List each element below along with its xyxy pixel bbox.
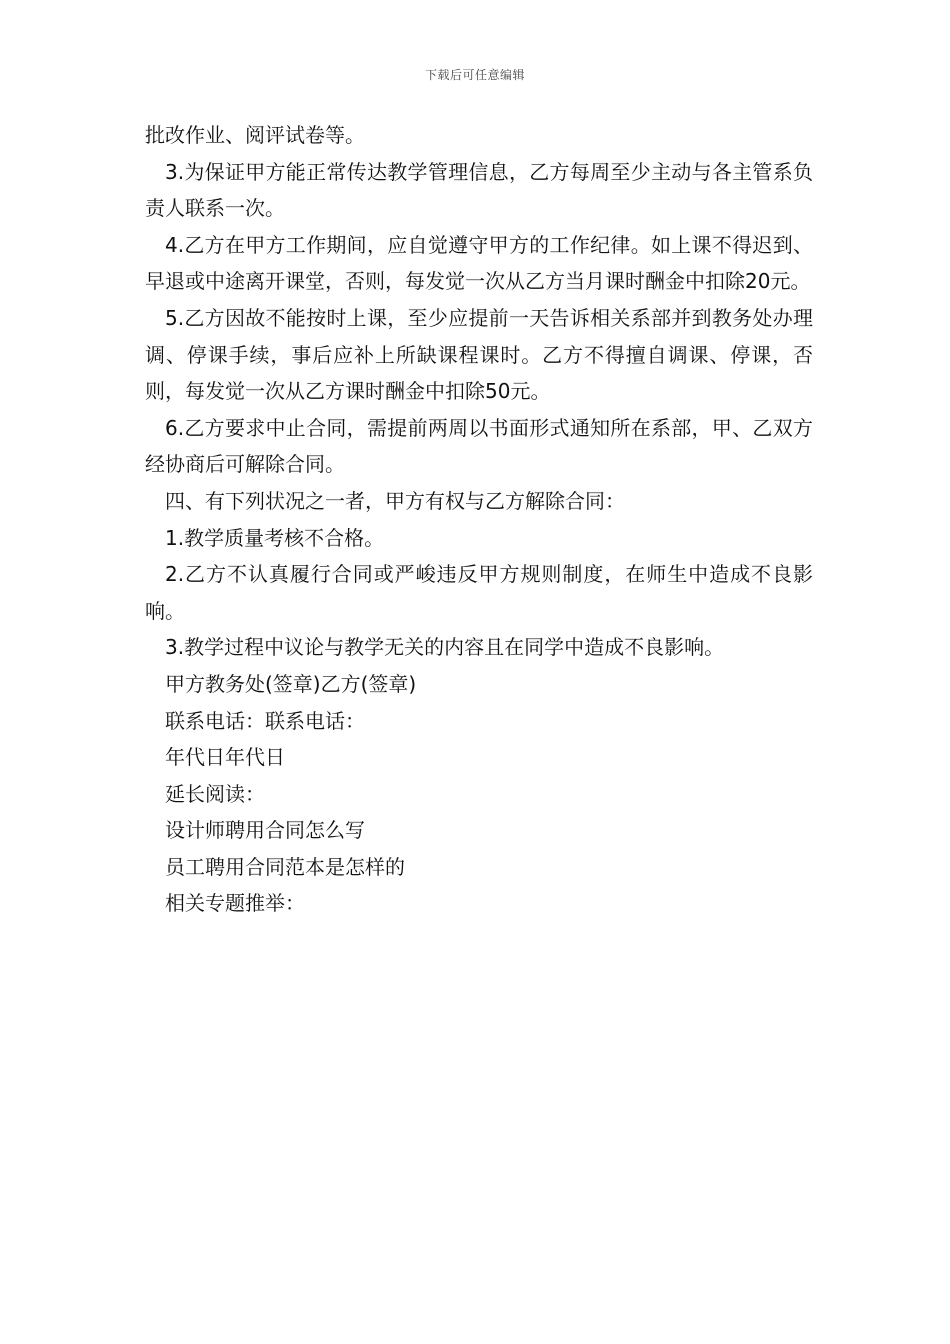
paragraph-termination-2: 2.乙方不认真履行合同或严峻违反甲方规则制度，在师生中造成不良影响。 bbox=[145, 562, 813, 623]
paragraph-termination-1: 1.教学质量考核不合格。 bbox=[165, 525, 385, 550]
paragraph-clause-6: 6.乙方要求中止合同，需提前两周以书面形式通知所在系部，甲、乙双方经协商后可解除合同。 bbox=[145, 415, 813, 477]
paragraph-continuation: 批改作业、阅评试卷等。 bbox=[145, 123, 365, 147]
further-reading-label: 延长阅读： bbox=[165, 781, 265, 806]
section-heading-termination: 四、有下列状况之一者，甲方有权与乙方解除合同： bbox=[165, 488, 625, 513]
date-line: 年代日年代日 bbox=[165, 745, 285, 770]
further-reading-item-1: 设计师聘用合同怎么写 bbox=[165, 818, 365, 843]
contact-phone-line: 联系电话：联系电话： bbox=[165, 708, 365, 733]
paragraph-termination-3: 3.教学过程中议论与教学无关的内容且在同学中造成不良影响。 bbox=[165, 635, 725, 660]
signature-line: 甲方教务处(签章)乙方(签章) bbox=[165, 671, 417, 696]
further-reading-item-2: 员工聘用合同范本是怎样的 bbox=[165, 854, 405, 879]
document-body bbox=[145, 117, 813, 922]
paragraph-clause-4: 4.乙方在甲方工作期间，应自觉遵守甲方的工作纪律。如上课不得迟到、早退或中途离开课堂，否则，每发觉一次从乙方当月课时酬金中扣除20元。 bbox=[145, 232, 813, 294]
page-header: 下载后可任意编辑 bbox=[424, 68, 525, 82]
related-topics-label: 相关专题推举： bbox=[165, 891, 305, 916]
paragraph-clause-5: 5.乙方因故不能按时上课，至少应提前一天告诉相关系部并到教务处办理调、停课手续，事后应补上所缺课程课时。乙方不得擅自调课、停课，否则，每发觉一次从乙方课时酬金中扣除50元。 bbox=[145, 305, 813, 404]
paragraph-clause-3: 3.为保证甲方能正常传达教学管理信息，乙方每周至少主动与各主管系负责人联系一次。 bbox=[145, 159, 813, 221]
